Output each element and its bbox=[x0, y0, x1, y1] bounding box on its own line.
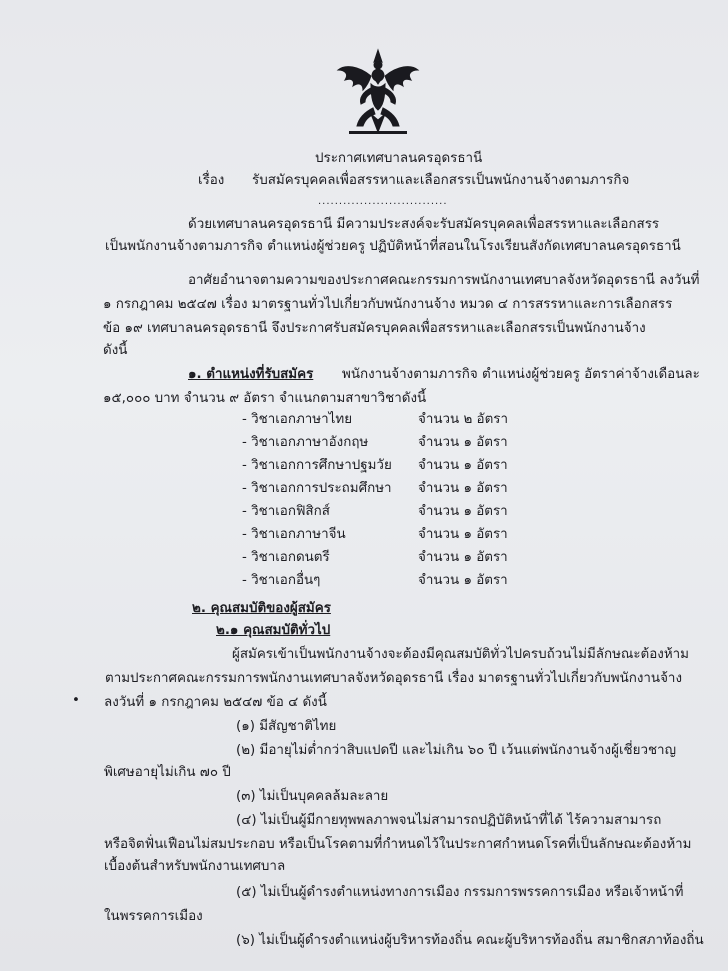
section-2-1-heading: ๒.๑ คุณสมบัติทั่วไป bbox=[216, 623, 331, 638]
list-item bbox=[242, 503, 330, 521]
authority-line-4: ดังนี้ bbox=[103, 343, 128, 358]
qualification-intro-line-1: ผู้สมัครเข้าเป็นพนักงานจ้างจะต้องมีคุณสมบัติทั่วไปครบถ้วนไม่มีลักษณะต้องห้าม bbox=[232, 647, 690, 662]
list-bullet: - bbox=[242, 550, 252, 565]
position-subject: วิชาเอกการศึกษาปฐมวัย bbox=[251, 458, 392, 473]
list-item bbox=[242, 434, 368, 452]
position-quantity: จำนวน ๑ อัตรา bbox=[418, 481, 508, 496]
qualification-item-6: (๖) ไม่เป็นผู้ดำรงตำแหน่งผู้บริหารท้องถิ่น คณะผู้บริหารท้องถิ่น สมาชิกสภาท้องถิ่น bbox=[236, 933, 704, 948]
section-1-line-2: ๑๕,๐๐๐ บาท จำนวน ๙ อัตรา จำแนกตามสาขาวิชาดังนี้ bbox=[103, 391, 427, 406]
subject-label: เรื่อง bbox=[198, 173, 225, 188]
list-item bbox=[242, 411, 352, 429]
position-subject: วิชาเอกภาษาจีน bbox=[251, 527, 346, 542]
authority-line-3: ข้อ ๑๙ เทศบาลนครอุดรธานี จึงประกาศรับสมัครบุคคลเพื่อสรรหาและเลือกสรรเป็นพนักงานจ้าง bbox=[103, 321, 646, 336]
list-bullet: - bbox=[242, 481, 252, 496]
position-subject: วิชาเอกดนตรี bbox=[251, 550, 330, 565]
list-bullet: - bbox=[242, 458, 252, 473]
position-subject: วิชาเอกภาษาไทย bbox=[251, 412, 353, 427]
qualification-intro-line-3: ลงวันที่ ๑ กรกฎาคม ๒๕๔๗ ข้อ ๔ ดังนี้ bbox=[104, 695, 327, 710]
intro-line-2: เป็นพนักงานจ้างตามภารกิจ ตำแหน่งผู้ช่วยครู ปฏิบัติหน้าที่สอนในโรงเรียนสังกัดเทศบาลนครอุดรธานี bbox=[105, 239, 681, 254]
section-2-heading: ๒. คุณสมบัติของผู้สมัคร bbox=[192, 601, 331, 616]
list-item bbox=[242, 526, 346, 544]
section-1-line-1: พนักงานจ้างตามภารกิจ ตำแหน่งผู้ช่วยครู อัตราค่าจ้างเดือนละ bbox=[342, 367, 700, 382]
qualification-item-3: (๓) ไม่เป็นบุคคลล้มละลาย bbox=[236, 789, 389, 804]
qualification-item-4-line-2: หรือจิตฟั่นเฟือนไม่สมประกอบ หรือเป็นโรคตามที่กำหนดไว้ในประกาศกำหนดโรคที่เป็นลักษณะต้องห้าม bbox=[104, 837, 692, 852]
separator-dots: ............................... bbox=[318, 196, 448, 207]
qualification-item-2-line-1: (๒) มีอายุไม่ต่ำกว่าสิบแปดปี และไม่เกิน ๖๐ ปี เว้นแต่พนักงานจ้างผู้เชี่ยวชาญ bbox=[236, 743, 676, 758]
qualification-item-5-line-1: (๕) ไม่เป็นผู้ดำรงตำแหน่งทางการเมือง กรรมการพรรคการเมือง หรือเจ้าหน้าที่ bbox=[236, 885, 684, 900]
section-1-heading: ๑. ตำแหน่งที่รับสมัคร bbox=[188, 367, 314, 382]
authority-line-2: ๑ กรกฎาคม ๒๕๔๗ เรื่อง มาตรฐานทั่วไปเกี่ยวกับพนักงานจ้าง หมวด ๔ การสรรหาและการเลือกสรร bbox=[103, 297, 673, 312]
list-bullet: - bbox=[242, 435, 252, 450]
position-subject: วิชาเอกการประถมศึกษา bbox=[251, 481, 392, 496]
authority-line-1: อาศัยอำนาจตามความของประกาศคณะกรรมการพนักงานเทศบาลจังหวัดอุดรธานี ลงวันที่ bbox=[188, 273, 700, 288]
list-item bbox=[242, 572, 320, 590]
position-subject: วิชาเอกอื่นๆ bbox=[251, 573, 321, 588]
position-subject: วิชาเอกฟิสิกส์ bbox=[251, 504, 330, 519]
list-item bbox=[242, 549, 330, 567]
position-quantity: จำนวน ๒ อัตรา bbox=[418, 412, 508, 427]
position-quantity: จำนวน ๑ อัตรา bbox=[418, 458, 508, 473]
position-subject: วิชาเอกภาษาอังกฤษ bbox=[251, 435, 369, 450]
list-bullet: - bbox=[242, 527, 252, 542]
list-item bbox=[242, 457, 392, 475]
list-item bbox=[242, 480, 392, 498]
subject-text: รับสมัครบุคคลเพื่อสรรหาและเลือกสรรเป็นพนักงานจ้างตามภารกิจ bbox=[252, 173, 630, 188]
announcement-title: ประกาศเทศบาลนครอุดรธานี bbox=[315, 151, 483, 166]
qualification-item-2-line-2: พิเศษอายุไม่เกิน ๗๐ ปี bbox=[104, 765, 231, 780]
position-quantity: จำนวน ๑ อัตรา bbox=[418, 527, 508, 542]
garuda-emblem-icon bbox=[335, 48, 421, 136]
position-quantity: จำนวน ๑ อัตรา bbox=[418, 504, 508, 519]
position-quantity: จำนวน ๑ อัตรา bbox=[418, 550, 508, 565]
list-bullet: - bbox=[242, 412, 252, 427]
qualification-item-4-line-1: (๔) ไม่เป็นผู้มีกายทุพพลภาพจนไม่สามารถปฏิบัติหน้าที่ได้ ไร้ความสามารถ bbox=[236, 813, 662, 828]
position-quantity: จำนวน ๑ อัตรา bbox=[418, 573, 508, 588]
qualification-item-5-line-2: ในพรรคการเมือง bbox=[104, 909, 203, 924]
margin-mark: • bbox=[72, 693, 80, 708]
intro-line-1: ด้วยเทศบาลนครอุดรธานี มีความประสงค์จะรับสมัครบุคคลเพื่อสรรหาและเลือกสรร bbox=[188, 217, 660, 232]
position-quantity: จำนวน ๑ อัตรา bbox=[418, 435, 508, 450]
qualification-item-1: (๑) มีสัญชาติไทย bbox=[236, 719, 337, 734]
qualification-item-4-line-3: เบื้องต้นสำหรับพนักงานเทศบาล bbox=[104, 859, 286, 874]
qualification-intro-line-2: ตามประกาศคณะกรรมการพนักงานเทศบาลจังหวัดอุดรธานี เรื่อง มาตรฐานทั่วไปเกี่ยวกับพนักงานจ้าง bbox=[105, 671, 682, 686]
list-bullet: - bbox=[242, 504, 252, 519]
list-bullet: - bbox=[242, 573, 252, 588]
